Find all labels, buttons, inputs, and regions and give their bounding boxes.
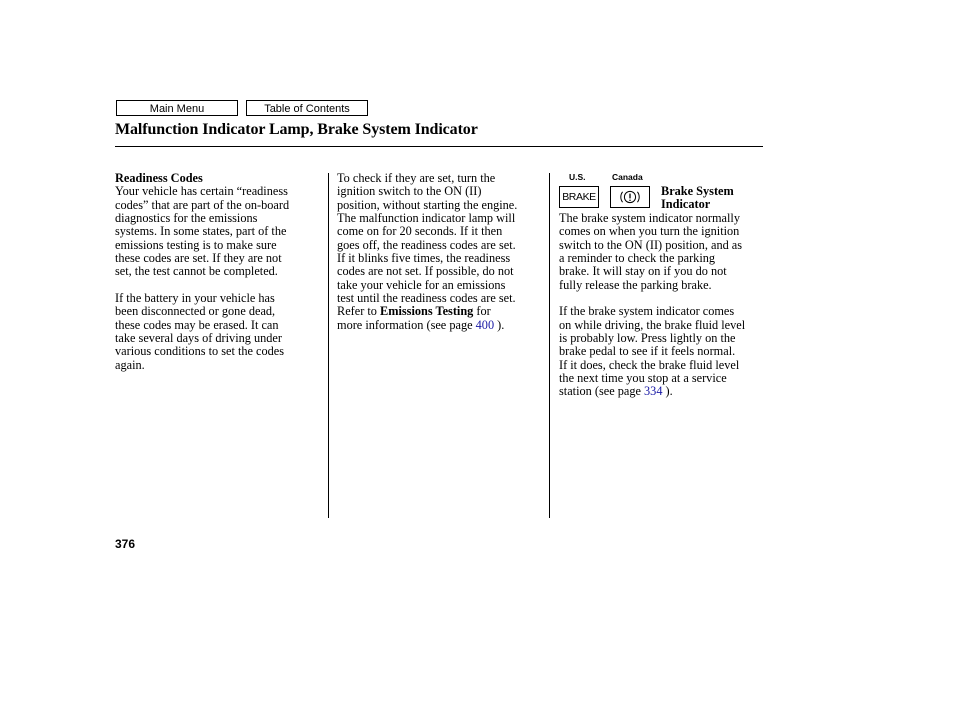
main-menu-button[interactable]: Main Menu [116,100,238,116]
text-line: codes are not set. If possible, do not [337,264,514,279]
text-line: If the brake system indicator comes [559,304,735,319]
text-line: various conditions to set the codes [115,344,285,359]
text-line: systems. In some states, part of the [115,224,287,239]
brake-paragraph-2 [559,305,764,398]
text-line: codes” that are part of the on-board [115,197,290,212]
refer-line [337,305,542,318]
text-line: come on for 20 seconds. If it then [337,224,503,239]
text-line: If it does, check the brake fluid level [559,357,740,372]
page-title: Malfunction Indicator Lamp, Brake System Indicator [115,121,478,138]
brake-warning-circle-svg [611,187,649,207]
column-readiness-codes [115,172,320,372]
more-info-line [337,319,542,332]
page-400-link[interactable]: 400 [475,317,495,332]
us-label: U.S. [569,172,586,182]
text-line: position, without starting the engine. [337,197,518,212]
text-line: these codes may be erased. It can [115,317,279,332]
text-line: If it blinks five times, the readiness [337,251,511,266]
brake-system-indicator-heading [661,185,771,212]
text-line: emissions testing is to make sure [115,237,277,252]
text-line: brake pedal to see if it feels normal. [559,344,736,359]
text-line: on while driving, the brake fluid level [559,317,746,332]
more-prefix: more information (see page [337,317,476,332]
text-line: fully release the parking brake. [559,277,712,292]
heading-line: Indicator [661,197,711,212]
station-prefix: station (see page [559,384,645,399]
text-line: comes on when you turn the ignition [559,224,740,239]
emissions-testing-reference: Emissions Testing [380,304,474,319]
canada-label: Canada [612,172,643,182]
brake-text-icon [559,186,599,208]
text-line: take your vehicle for an emissions [337,277,506,292]
text-line: the next time you stop at a service [559,371,727,386]
readiness-codes-paragraph-2 [115,292,320,372]
brake-icon-text: BRAKE [562,191,596,203]
text-line: switch to the ON (II) position, and as [559,237,743,252]
text-line: is probably low. Press lightly on the [559,331,736,346]
station-line [559,385,764,398]
table-of-contents-button[interactable]: Table of Contents [246,100,368,116]
column-divider-2 [549,173,550,518]
text-line: set, the test cannot be completed. [115,264,278,279]
column-readiness-check [337,172,542,332]
text-line: ignition switch to the ON (II) [337,184,482,199]
heading-line: Brake System [661,184,734,198]
text-line: test until the readiness codes are set. [337,291,516,306]
text-line: diagnostics for the emissions [115,211,258,226]
page-number: 376 [115,537,136,551]
column-brake-system [559,212,764,399]
readiness-codes-heading: Readiness Codes [115,171,203,185]
refer-prefix: Refer to [337,304,381,319]
text-line: If the battery in your vehicle has [115,291,275,306]
brake-paragraph-1 [559,212,764,292]
brake-warning-circle-icon [610,186,650,208]
more-suffix: ). [494,317,505,332]
text-line: Your vehicle has certain “readiness [115,184,288,199]
station-suffix: ). [662,384,673,399]
text-line: these codes are set. If they are not [115,251,282,266]
text-line: again. [115,357,145,372]
text-line: The brake system indicator normally [559,211,740,225]
title-divider [115,146,763,147]
text-line: been disconnected or gone dead, [115,304,276,319]
page-334-link[interactable]: 334 [644,384,663,399]
text-line: To check if they are set, turn the [337,171,496,185]
text-line: take several days of driving under [115,331,282,346]
text-line: a reminder to check the parking [559,251,716,266]
refer-suffix: for [473,304,491,319]
readiness-codes-paragraph-1 [115,185,320,278]
text-line: brake. It will stay on if you do not [559,264,727,279]
text-line: The malfunction indicator lamp will [337,211,516,226]
text-line: goes off, the readiness codes are set. [337,237,516,252]
column-divider-1 [328,173,329,518]
